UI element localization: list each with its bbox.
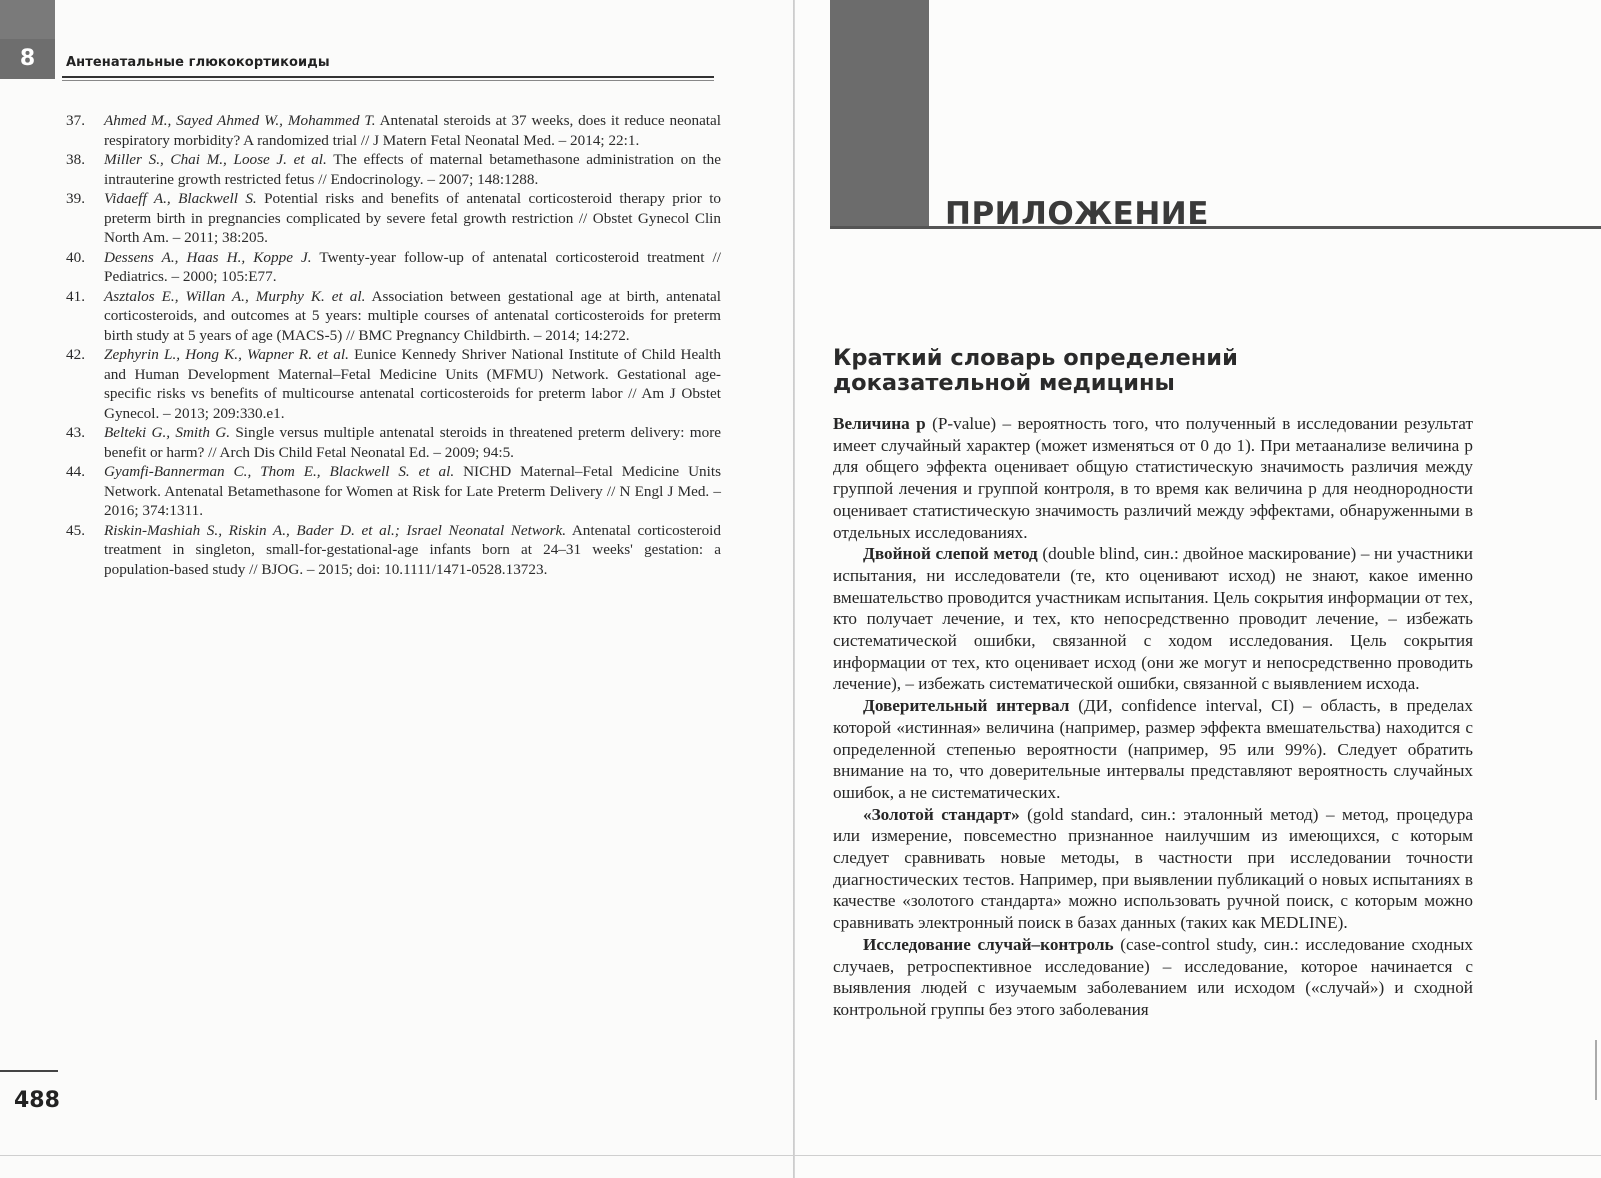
glossary-text xyxy=(833,413,1473,1021)
footer-rule xyxy=(0,1070,58,1072)
glossary-entry xyxy=(833,804,1473,934)
page-number: 488 xyxy=(14,1088,60,1113)
reference-authors: Vidaeff A., Blackwell S. xyxy=(104,190,257,207)
reference-item xyxy=(66,345,721,423)
glossary-entry xyxy=(833,695,1473,804)
right-page xyxy=(795,0,1601,1178)
reference-number: 44. xyxy=(66,463,85,480)
reference-authors: Belteki G., Smith G. xyxy=(104,424,231,441)
reference-authors: Riskin-Mashiah S., Riskin A., Bader D. et al.; Israel Neonatal Network. xyxy=(104,521,567,539)
glossary-term: Исследование случай–контроль xyxy=(863,934,1114,954)
reference-authors: Gyamfi-Bannerman C., Thom E., Blackwell S. et al. xyxy=(104,463,455,480)
glossary-term: «Золотой стандарт» xyxy=(863,804,1020,824)
appendix-title: ПРИЛОЖЕНИЕ xyxy=(945,196,1209,232)
reference-number: 38. xyxy=(66,151,85,168)
reference-item xyxy=(66,423,721,462)
reference-authors: Miller S., Chai M., Loose J. et al. xyxy=(104,151,327,168)
reference-authors: Dessens A., Haas H., Koppe J. xyxy=(104,248,312,266)
glossary-definition: (gold standard, син.: эталонный метод) – метод, процедура или измерение, повсеместно признанное наилучшим из имеющихся, с которым следует сравнивать новые методы, в частности при исследовании точности диагностических тестов. Например, при выявлении публикаций о новых испытаниях в качестве «золотого стандарта» можно использовать ручной поиск, с которым можно сравнивать электронный поиск в базах данных (таких как MEDLINE). xyxy=(833,804,1473,933)
glossary-definition: (P-value) – вероятность того, что полученный в исследовании результат имеет случайный характер (может изменяться от 0 до 1). При метаанализе величина p для общего эффекта оценивает общую статистическую значимость различия между группой лечения и группой контроля, в то время как величина p для неоднородности оценивает статистическую значимость различий между эффектами, обнаруженными в отдельных исследованиях. xyxy=(833,414,1473,542)
glossary-term: Величина p xyxy=(833,414,926,433)
glossary-definition: (double blind, син.: двойное маскирование) – ни участники испытания, ни исследователи (те, кто оценивают исход) не знают, какое именно вмешательство проводится участникам испытания. Цель сокрытия информации от тех, кто получает лечение, и тех, кто непосредственно проводит лечение, – избежать систематической ошибки, связанной с ходом исследования. Цель сокрытия информации от тех, кто оценивает исход (они же могут и непосредственно проводить лечение), – избежать систематической ошибки, связанной с выявлением исхода. xyxy=(833,544,1474,694)
reference-text: Antenatal corticosteroid treatment in singleton, small-for-gestational-age infants born at 24–31 weeks' gestation: a population-based study // BJOG. – 2015; doi: 10.1111/1471-0528.13723. xyxy=(104,521,721,578)
reference-body xyxy=(104,189,721,248)
running-title: Антенатальные глюкокортикоиды xyxy=(66,55,330,70)
scan-bottom-line xyxy=(0,1155,1601,1156)
reference-body xyxy=(104,150,721,189)
reference-number: 45. xyxy=(66,521,85,539)
reference-body xyxy=(104,287,721,346)
left-page xyxy=(0,0,795,1178)
glossary-definition: (case-control study, син.: исследование сходных случаев, ретроспективное исследование) – исследование, которое начинается с выявления людей с изучаемым заболеванием или исходом («случай») и сходной контрольной группы без этого заболевания xyxy=(833,934,1473,1019)
reference-item xyxy=(66,462,721,521)
reference-text: The effects of maternal betamethasone administration on the intrauterine growth restricted fetus // Endocrinology. – 2007; 148:1288. xyxy=(104,151,721,188)
header-rule-thin xyxy=(62,80,714,81)
reference-number: 42. xyxy=(66,346,85,363)
reference-body xyxy=(104,423,721,462)
header-rule xyxy=(62,76,714,78)
reference-text: Antenatal steroids at 37 weeks, does it reduce neonatal respiratory morbidity? A randomized trial // J Matern Fetal Neonatal Med. – 2014; 22:1. xyxy=(104,112,721,149)
glossary-entry xyxy=(833,413,1473,543)
glossary-term: Доверительный интервал xyxy=(863,696,1070,716)
reference-text: Single versus multiple antenatal steroids in threatened preterm delivery: more benefit or harm? // Arch Dis Child Fetal Neonatal Ed. – 2009; 94:5. xyxy=(104,424,721,461)
reference-body xyxy=(104,248,721,287)
reference-item xyxy=(66,287,721,346)
reference-item xyxy=(66,150,721,189)
reference-list xyxy=(66,111,721,579)
reference-text: Eunice Kennedy Shriver National Institute of Child Health and Human Development Maternal–Fetal Medicine Units (MFMU) Network. Gestational age-specific risks vs benefits of multicourse antenatal corticosteroids for preterm labor // Am J Obstet Gynecol. – 2013; 209:330.e1. xyxy=(104,346,721,422)
chapter-number-tab: 8 xyxy=(0,39,55,79)
reference-item xyxy=(66,521,721,580)
glossary-entry xyxy=(833,543,1473,695)
reference-number: 37. xyxy=(66,112,85,129)
reference-text: Potential risks and benefits of antenatal corticosteroid therapy prior to preterm birth in pregnancies complicated by severe fetal growth restriction // Obstet Gynecol Clin North Am. – 2011; 38:205. xyxy=(104,190,722,246)
glossary-entry xyxy=(833,934,1473,1021)
appendix-tab-block xyxy=(830,0,929,226)
reference-text: Twenty-year follow-up of antenatal corticosteroid treatment // Pediatrics. – 2000; 105:E77. xyxy=(104,248,721,285)
reference-authors: Ahmed M., Sayed Ahmed W., Mohammed T. xyxy=(104,112,376,129)
reference-number: 40. xyxy=(66,248,85,266)
reference-item xyxy=(66,189,721,248)
page-edge-mark xyxy=(1595,1040,1597,1100)
reference-body xyxy=(104,345,721,423)
reference-number: 43. xyxy=(66,424,85,441)
glossary-definition: (ДИ, confidence interval, CI) – область, в пределах которой «истинная» величина (например, размер эффекта вмешательства) находится с определенной степенью вероятности (например, 95 или 99%). Следует обратить внимание на то, что доверительные интервалы представляют вероятность случайных ошибок, а не систематических. xyxy=(833,696,1474,802)
chapter-tab-decoration xyxy=(0,0,55,39)
reference-body xyxy=(104,462,721,521)
glossary-term: Двойной слепой метод xyxy=(863,544,1038,564)
section-heading: Краткий словарь определений доказательной медицины xyxy=(833,345,1238,396)
reference-text: Association between gestational age at birth, antenatal corticosteroids, and outcomes at 5 years: multiple courses of antenatal corticosteroids for preterm birth study at 5 years of age (MACS-5) // BMC Pregnancy Childbirth. – 2014; 14:272. xyxy=(104,287,721,344)
reference-authors: Zephyrin L., Hong K., Wapner R. et al. xyxy=(104,346,349,363)
reference-body xyxy=(104,111,721,150)
reference-number: 39. xyxy=(66,190,85,207)
reference-item xyxy=(66,111,721,150)
reference-number: 41. xyxy=(66,287,85,305)
reference-item xyxy=(66,248,721,287)
reference-authors: Asztalos E., Willan A., Murphy K. et al. xyxy=(104,287,366,305)
reference-body xyxy=(104,521,721,580)
reference-text: NICHD Maternal–Fetal Medicine Units Network. Antenatal Betamethasone for Women at Risk for Late Preterm Delivery // N Engl J Med. – 2016; 374:1311. xyxy=(104,463,721,519)
